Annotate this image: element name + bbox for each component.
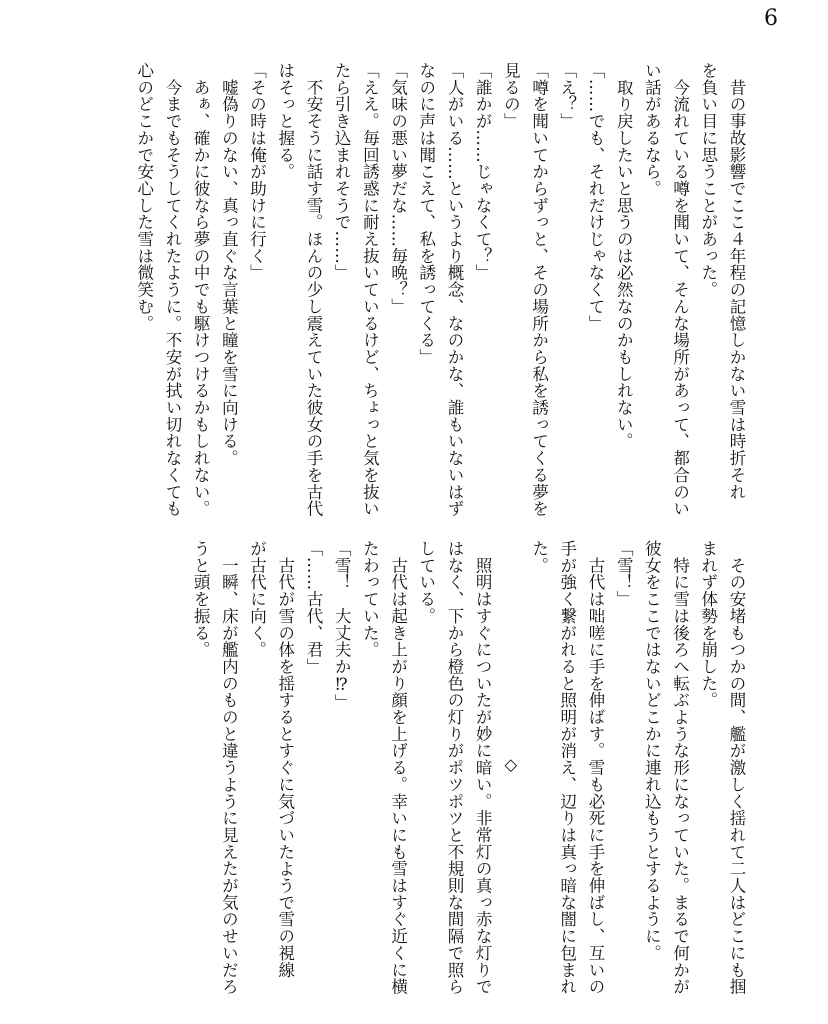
text-line: その安堵もつかの間、艦が激しく揺れて二人はどこにも掴 — [727, 540, 746, 995]
text-line: なのに声は聞こえて、私を誘ってくる」 — [416, 62, 436, 366]
text-line: 彼女をここではないどこかに連れ込もうとするように。 — [642, 540, 662, 962]
text-line: している。 — [416, 540, 436, 625]
text-line: 「気味の悪い夢だな……毎晩？」 — [388, 62, 408, 315]
scene-break-diamond: ◇ — [501, 755, 521, 775]
text-line: 「雪！」 — [614, 540, 634, 608]
page-number: 6 — [764, 6, 778, 31]
text-line: 取り戻したいと思うのは必然なのかもしれない。 — [614, 62, 634, 450]
text-line: 「噂を聞いてからずっと、その場所から私を誘ってくる夢を — [529, 62, 549, 517]
text-line: あぁ、確かに彼なら夢の中でも駆けつけるかもしれない。 — [191, 62, 211, 517]
text-line: 嘘偽りのない、真っ直ぐな言葉と瞳を雪に向ける。 — [219, 62, 239, 467]
text-line: 見るの」 — [501, 62, 521, 130]
text-line: うと頭を振る。 — [191, 540, 211, 658]
text-line: 「雪！ 大丈夫か⁉」 — [332, 540, 352, 711]
text-line: 「ええ。毎回誘惑に耐え抜いているけど、ちょっと気を抜い — [360, 62, 380, 517]
text-line: 「え？」 — [557, 62, 577, 130]
text-line: 不安そうに話す雪。ほんの少し震えていた彼女の手を古代 — [303, 62, 323, 517]
text-line: 一瞬、床が艦内のものと違うように見えたが気のせいだろ — [219, 540, 239, 995]
text-line: た。 — [529, 540, 549, 574]
text-line: 心のどこかで安心した雪は微笑む。 — [134, 62, 154, 332]
text-line: 古代は咄嗟に手を伸ばす。雪も必死に手を伸ばし、互いの — [585, 540, 605, 995]
text-line: まれず体勢を崩した。 — [698, 540, 718, 709]
text-line: 「……古代、君」 — [303, 540, 323, 675]
text-line: い話があるなら。 — [642, 62, 662, 197]
text-line: 照明はすぐについたが妙に暗い。非常灯の真っ赤な灯りで — [473, 540, 493, 995]
text-line: 「その時は俺が助けに行く」 — [247, 62, 267, 282]
text-line: 今までもそうしてくれたように。不安が拭い切れなくても — [162, 62, 182, 517]
text-line: たら引き込まれそうで……」 — [332, 62, 352, 282]
text-line: 「……でも、それだけじゃなくて」 — [585, 62, 605, 332]
text-line: 「人がいる……というより概念、なのかな、誰もいないはず — [444, 62, 464, 517]
upper-text-block — [130, 62, 750, 517]
text-line: 今流れている噂を聞いて、そんな場所があって、都合のい — [670, 62, 690, 517]
text-line: が古代に向く。 — [247, 540, 267, 658]
text-line: 昔の事故影響でここ４年程の記憶しかない雪は時折それ — [727, 62, 746, 501]
text-line: 古代が雪の体を揺するとすぐに気づいたようで雪の視線 — [275, 540, 295, 979]
text-line: はなく、下から橙色の灯りがポツポツと不規則な間隔で照ら — [444, 540, 464, 995]
text-line: たわっていた。 — [360, 540, 380, 658]
lower-text-block — [186, 540, 750, 995]
text-line: 手が強く繋がれると照明が消え、辺りは真っ暗な闇に包まれ — [557, 540, 577, 995]
text-line: 「誰かが……じゃなくて？」 — [473, 62, 493, 282]
text-line: 古代は起き上がり顔を上げる。幸いにも雪はすぐ近くに横 — [388, 540, 408, 995]
text-line: 特に雪は後ろへ転ぶような形になっていた。まるで何かが — [670, 540, 690, 995]
text-line: を負い目に思うことがあった。 — [698, 62, 718, 298]
text-line: はそっと握る。 — [275, 62, 295, 180]
